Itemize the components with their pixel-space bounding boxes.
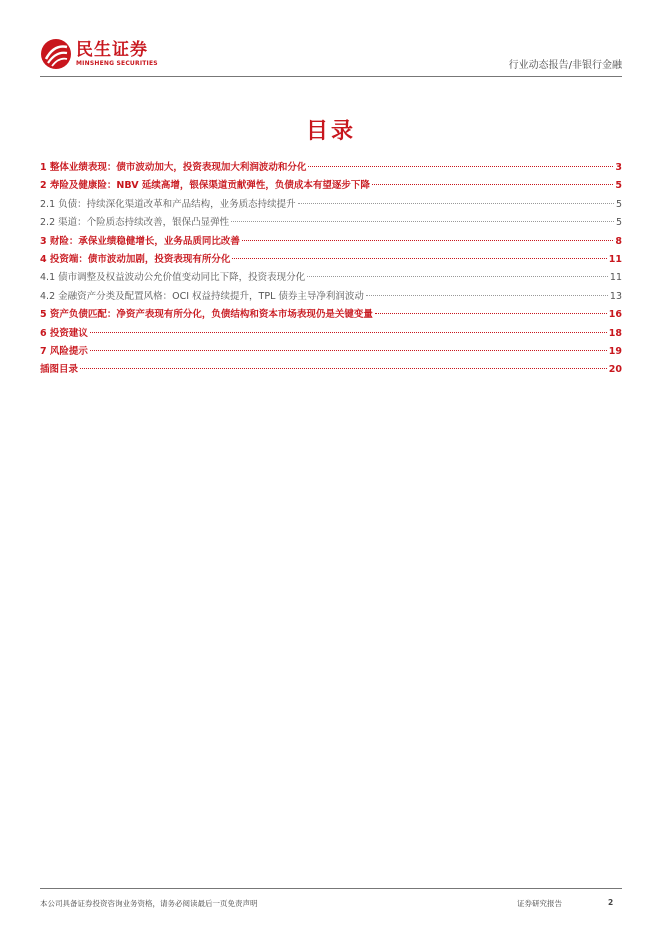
toc-entry[interactable]: [40, 251, 622, 269]
toc-entry-page: 11: [608, 253, 622, 265]
page-header: [40, 36, 622, 76]
minsheng-logo-icon: [40, 38, 72, 70]
toc-dot-leader: [80, 368, 607, 369]
report-category: 行业动态报告/非银行金融: [508, 60, 622, 71]
toc-entry[interactable]: [40, 159, 622, 177]
toc-dot-leader: [372, 184, 613, 185]
toc-entry-page: 13: [609, 290, 622, 302]
toc-entry-page: 5: [615, 180, 622, 192]
toc-entry-page: 5: [615, 198, 622, 210]
toc-dot-leader: [90, 350, 607, 351]
toc-dot-leader: [375, 313, 607, 314]
toc-entry[interactable]: [40, 233, 622, 251]
toc-entry-title: 4.1 债市调整及权益波动公允价值变动同比下降，投资表现分化: [40, 272, 306, 284]
toc-dot-leader: [298, 203, 614, 204]
header-divider: [40, 76, 622, 77]
toc-entry[interactable]: [40, 361, 622, 379]
toc-entry-page: 8: [615, 235, 622, 247]
toc-entry-title: 6 投资建议: [40, 327, 88, 339]
table-of-contents: [40, 159, 622, 380]
toc-entry-page: 20: [608, 364, 622, 376]
toc-entry-page: 11: [609, 272, 622, 284]
toc-entry-title: 1 整体业绩表现：债市波动加大，投资表现加大利润波动和分化: [40, 162, 307, 173]
footer-divider: [40, 888, 622, 889]
toc-dot-leader: [242, 240, 613, 241]
toc-entry-title: 2.2 渠道：个险质态持续改善，银保凸显弹性: [40, 217, 230, 229]
toc-entry[interactable]: [40, 306, 622, 324]
footer-disclaimer: 本公司具备证券投资咨询业务资格，请务必阅读最后一页免责声明: [40, 899, 258, 908]
toc-entry-page: 16: [608, 309, 622, 321]
toc-dot-leader: [366, 295, 608, 296]
toc-dot-leader: [90, 332, 607, 333]
footer-report-label: 证券研究报告: [517, 899, 562, 908]
toc-entry-title: 4.2 金融资产分类及配置风格：OCI 权益持续提升，TPL 债券主导净利润波动: [40, 290, 364, 302]
toc-entry[interactable]: [40, 214, 622, 232]
toc-entry-title: 2 寿险及健康险：NBV 延续高增，银保渠道贡献弹性，负债成本有望逐步下降: [40, 180, 370, 192]
toc-entry-title: 3 财险：承保业绩稳健增长，业务品质同比改善: [40, 235, 240, 247]
toc-dot-leader: [232, 258, 606, 259]
page-title: 目录: [305, 119, 356, 144]
toc-entry[interactable]: [40, 343, 622, 361]
toc-entry[interactable]: [40, 325, 622, 343]
toc-entry-title: 2.1 负债：持续深化渠道改革和产品结构，业务质态持续提升: [40, 198, 296, 210]
logo-chinese-name: 民生证券: [76, 40, 148, 60]
company-logo: [40, 36, 158, 72]
toc-entry-page: 5: [615, 217, 622, 229]
toc-dot-leader: [307, 276, 608, 277]
logo-english-name: MINSHENG SECURITIES: [76, 60, 158, 67]
toc-entry-page: 18: [608, 327, 622, 339]
toc-entry-title: 4 投资端：债市波动加剧，投资表现有所分化: [40, 253, 231, 265]
toc-entry-title: 插图目录: [40, 364, 79, 376]
toc-dot-leader: [308, 166, 613, 167]
toc-dot-leader: [231, 221, 614, 222]
toc-entry[interactable]: [40, 269, 622, 287]
toc-entry[interactable]: [40, 177, 622, 195]
toc-entry[interactable]: [40, 196, 622, 214]
toc-entry-page: 3: [615, 162, 622, 173]
toc-entry-title: 5 资产负债匹配：净资产表现有所分化，负债结构和资本市场表现仍是关键变量: [40, 309, 373, 321]
page-number: 2: [608, 898, 614, 907]
toc-entry[interactable]: [40, 288, 622, 306]
toc-entry-page: 19: [608, 345, 622, 357]
toc-entry-title: 7 风险提示: [40, 345, 88, 357]
